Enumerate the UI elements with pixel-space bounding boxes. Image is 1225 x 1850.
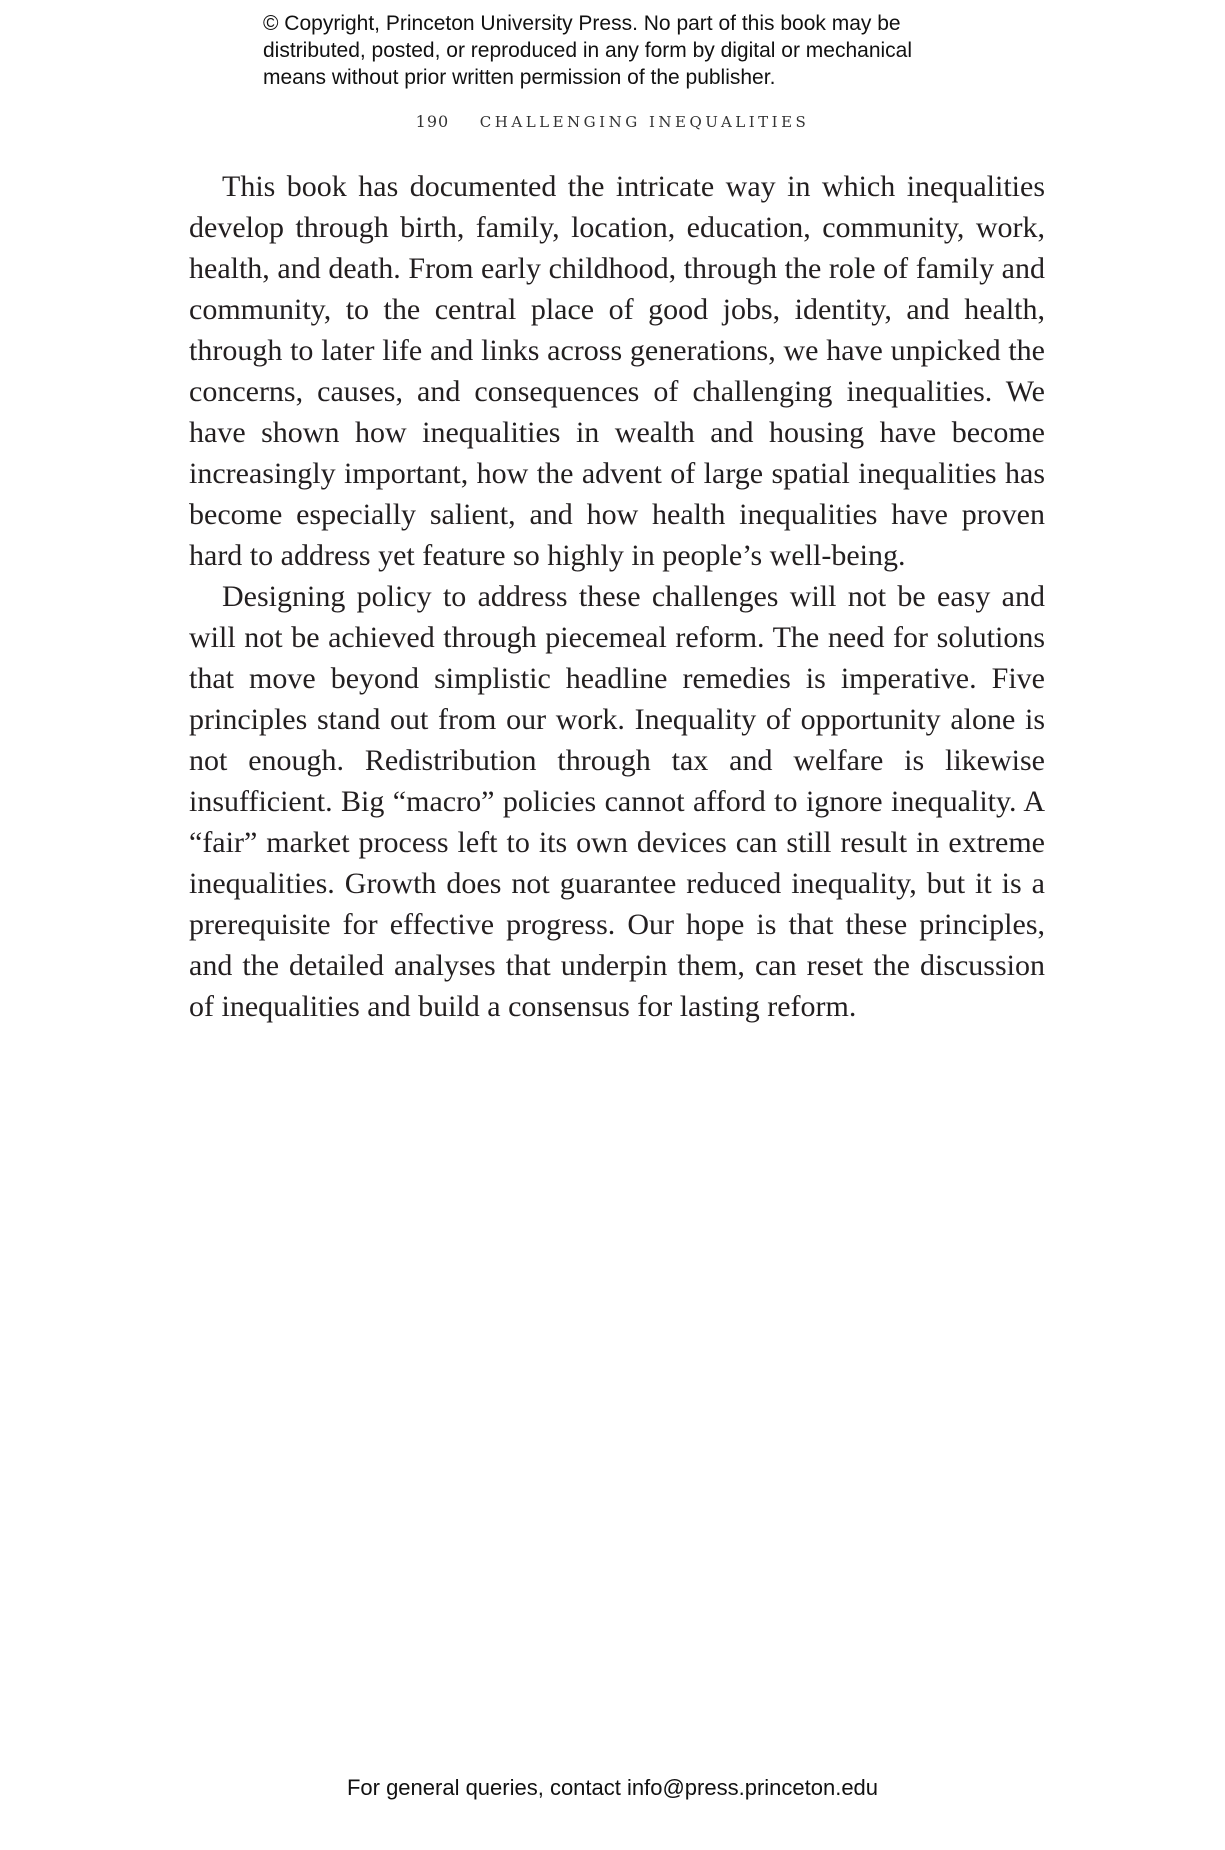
copyright-notice	[263, 10, 983, 91]
copyright-line-3: means without prior written permission of the publisher.	[263, 66, 776, 89]
page-number: 190	[415, 112, 450, 131]
paragraph: This book has documented the intricate way in which inequalities develop through birth, family, location, education, community, work, health, and death. From early childhood, through the role of family and community, to the central place of good jobs, identity, and health, through to later life and links across generations, we have unpicked the concerns, causes, and consequences of challenging inequalities. We have shown how inequalities in wealth and housing have become increasingly important, how the advent of large spatial inequalities has become especially salient, and how health inequalities have proven hard to address yet feature so highly in people’s well-being.	[189, 170, 1045, 572]
running-head	[0, 112, 1225, 131]
paragraph: Designing policy to address these challenges will not be easy and will not be achieved through piecemeal reform. The need for solutions that move beyond simplistic headline remedies is imperative. Five principles stand out from our work. Inequality of opportunity alone is not enough. Redistribution through tax and welfare is likewise insufficient. Big “macro” policies cannot afford to ignore inequality. A “fair” market process left to its own devices can still result in extreme inequalities. Growth does not guarantee reduced inequality, but it is a prerequisite for effective progress. Our hope is that these principles, and the detailed analyses that underpin them, can reset the discussion of inequalities and build a consensus for lasting reform.	[189, 580, 1045, 1023]
footer-contact: For general queries, contact info@press.princeton.edu	[346, 1775, 879, 1800]
running-head-title: CHALLENGING INEQUALITIES	[479, 113, 810, 131]
copyright-line-1: © Copyright, Princeton University Press. No part of this book may be	[263, 12, 901, 35]
body-text	[189, 166, 1045, 1027]
copyright-line-2: distributed, posted, or reproduced in any form by digital or mechanical	[263, 39, 913, 62]
